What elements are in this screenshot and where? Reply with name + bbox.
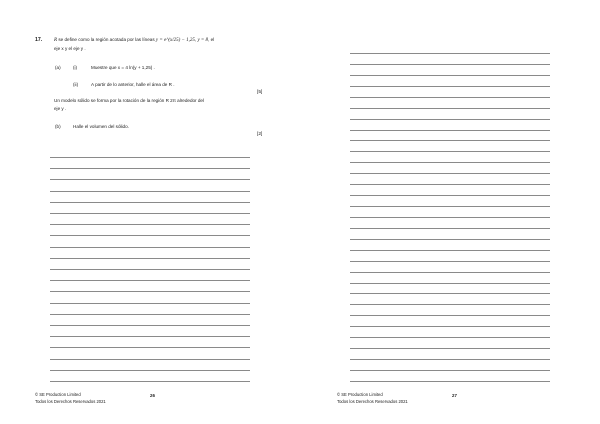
answer-line[interactable]	[350, 315, 550, 316]
intro-line-2: eje x y el eje y .	[54, 46, 86, 51]
answer-line[interactable]	[50, 280, 250, 281]
answer-line[interactable]	[350, 206, 550, 207]
answer-line[interactable]	[350, 228, 550, 229]
answer-line[interactable]	[350, 97, 550, 98]
question-number: 17.	[35, 37, 43, 43]
answer-line[interactable]	[50, 269, 250, 270]
answer-line[interactable]	[350, 293, 550, 294]
part-b-text: Halle el volumen del sólido.	[73, 124, 129, 129]
answer-line[interactable]	[350, 140, 550, 141]
solid-text-2: eje y .	[54, 106, 67, 111]
answer-line[interactable]	[50, 370, 250, 371]
page-number: 26	[150, 393, 155, 398]
answer-line[interactable]	[350, 86, 550, 87]
equation-curve: y = e^(x/25) − 1,25	[155, 38, 195, 43]
answer-line[interactable]	[350, 283, 550, 284]
part-b-label: (b)	[55, 124, 61, 129]
answer-line[interactable]	[350, 337, 550, 338]
answer-line[interactable]	[350, 195, 550, 196]
answer-line[interactable]	[50, 213, 250, 214]
answer-line[interactable]	[50, 179, 250, 180]
answer-line[interactable]	[350, 326, 550, 327]
answer-line[interactable]	[350, 108, 550, 109]
answer-line[interactable]	[50, 191, 250, 192]
answer-line[interactable]	[50, 336, 250, 337]
answer-line[interactable]	[50, 291, 250, 292]
answer-line[interactable]	[50, 359, 250, 360]
answer-line[interactable]	[50, 224, 250, 225]
answer-line[interactable]	[350, 304, 550, 305]
intro-tail: , el	[208, 37, 215, 42]
right-page	[300, 0, 600, 424]
answer-line[interactable]	[350, 130, 550, 131]
answer-line[interactable]	[350, 173, 550, 174]
answer-line[interactable]	[50, 235, 250, 236]
part-i-text: Muestre que x = 4 ln(y + 1,25) .	[91, 65, 155, 70]
answer-line[interactable]	[50, 247, 250, 248]
page-number: 27	[452, 393, 457, 398]
answer-line[interactable]	[350, 75, 550, 76]
question-intro: R se define como la región acotada por las líneas y = e^(x/25) − 1,25, y = 8, el	[54, 37, 215, 43]
answer-line[interactable]	[350, 261, 550, 262]
answer-line[interactable]	[50, 202, 250, 203]
rights-footer: Todos los Derechos Reservados 2021	[35, 399, 106, 404]
answer-line[interactable]	[350, 184, 550, 185]
answer-line[interactable]	[350, 217, 550, 218]
region-symbol: R	[54, 38, 58, 43]
answer-line[interactable]	[350, 272, 550, 273]
part-ii-text: A partir de lo anterior, halle el área de R .	[91, 82, 175, 87]
answer-line[interactable]	[350, 239, 550, 240]
part-i-label: (i)	[73, 65, 78, 70]
answer-line[interactable]	[50, 325, 250, 326]
answer-line[interactable]	[350, 381, 550, 382]
answer-line[interactable]	[50, 157, 250, 158]
answer-line[interactable]	[350, 64, 550, 65]
part-ii-label: (ii)	[73, 82, 79, 87]
answer-line[interactable]	[50, 168, 250, 169]
answer-line[interactable]	[350, 370, 550, 371]
solid-text-1: Un modelo sólido se forma por la rotación de la región R 2π alrededor del	[54, 98, 204, 103]
marks-part-a: [5]	[257, 90, 263, 95]
marks-part-b: [2]	[257, 132, 263, 137]
answer-line[interactable]	[50, 314, 250, 315]
answer-line[interactable]	[350, 162, 550, 163]
equation-line: y = 8	[197, 38, 209, 43]
answer-line[interactable]	[350, 348, 550, 349]
answer-line[interactable]	[350, 151, 550, 152]
rights-footer: Todos los Derechos Reservados 2021	[337, 399, 408, 404]
answer-line[interactable]	[350, 359, 550, 360]
answer-line[interactable]	[350, 119, 550, 120]
intro-text: se define como la región acotada por las líneas	[58, 37, 155, 42]
answer-line[interactable]	[350, 250, 550, 251]
answer-line[interactable]	[350, 53, 550, 54]
answer-line[interactable]	[50, 303, 250, 304]
copyright-footer: © SE Production Limited	[337, 392, 383, 397]
answer-line[interactable]	[50, 381, 250, 382]
part-a-label: (a)	[55, 65, 61, 70]
copyright-footer: © SE Production Limited	[35, 392, 81, 397]
answer-line[interactable]	[50, 347, 250, 348]
answer-line[interactable]	[50, 258, 250, 259]
